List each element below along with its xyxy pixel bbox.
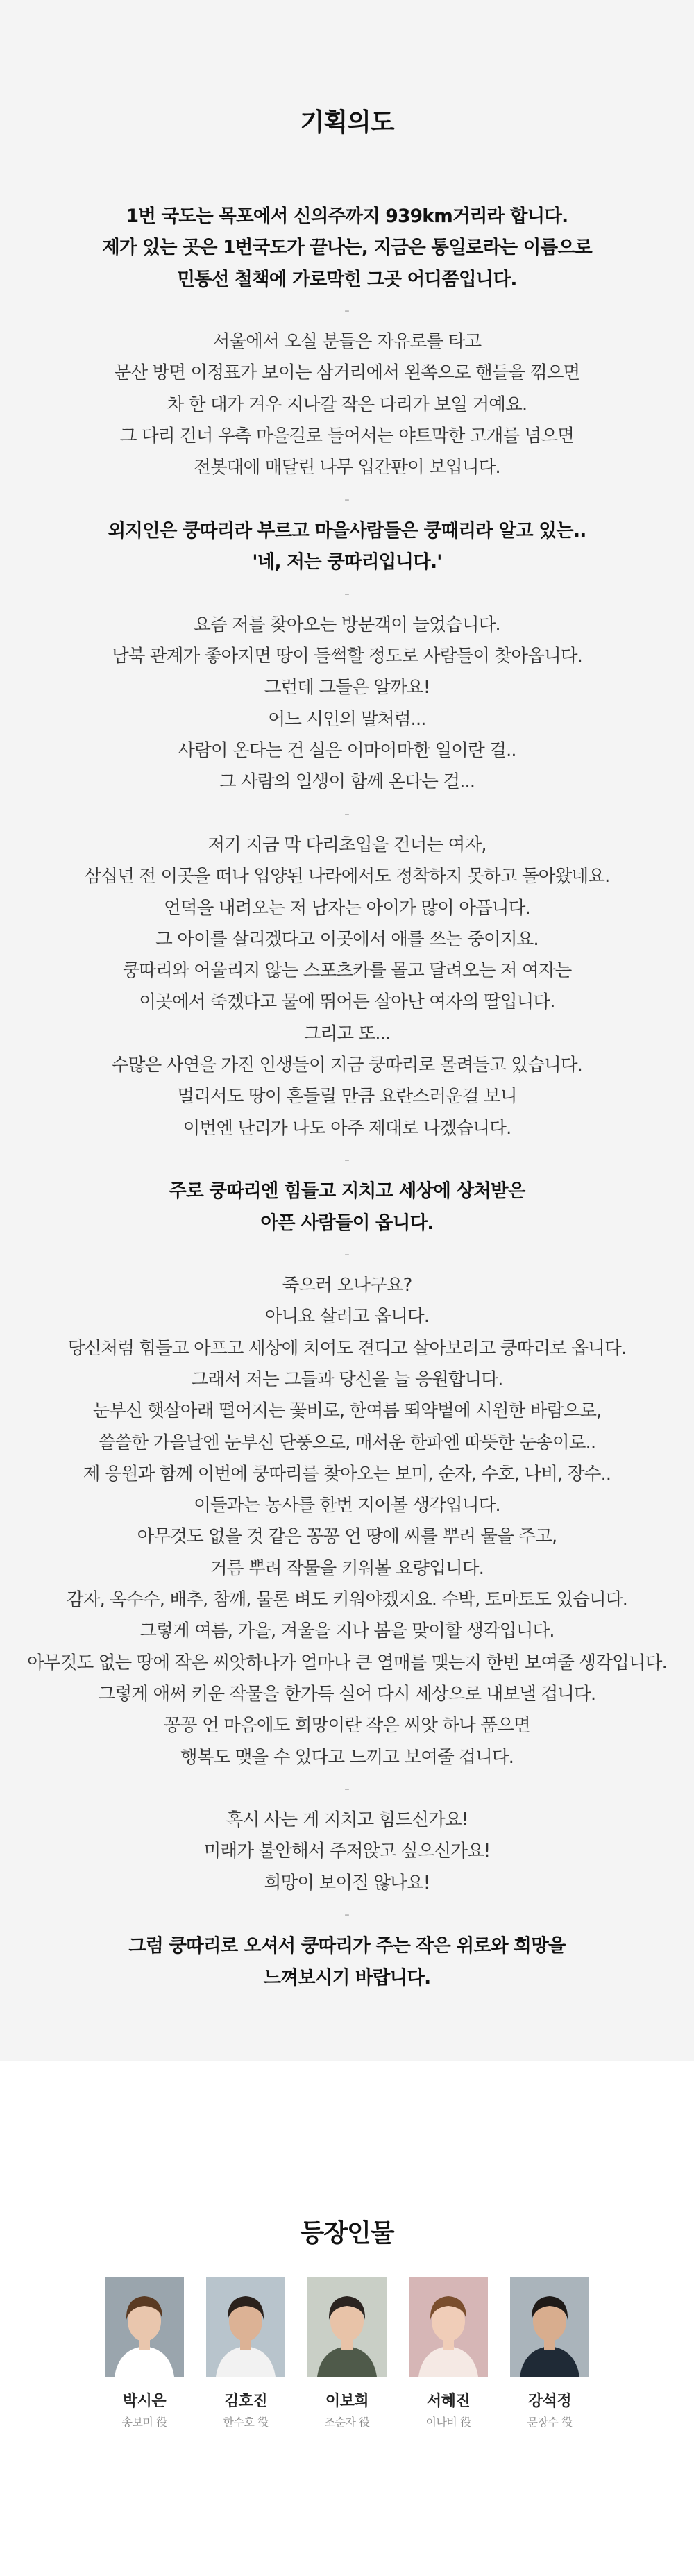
paragraph-line: 언덕을 내려오는 저 남자는 아이가 많이 아픕니다. — [164, 897, 530, 919]
paragraph-line: 혹시 사는 게 지치고 힘드신가요! — [226, 1809, 468, 1831]
planning-intent-body — [0, 201, 694, 1993]
paragraph-separator: - — [344, 1245, 350, 1263]
paragraph-line: 제 응원과 함께 이번에 쿵따리를 찾아오는 보미, 순자, 수호, 나비, 장수.. — [83, 1463, 611, 1484]
cast-member[interactable] — [409, 2277, 488, 2429]
paragraph-separator: - — [344, 1151, 350, 1169]
paragraph-line: 행복도 맺을 수 있다고 느끼고 보여줄 겁니다. — [180, 1746, 514, 1768]
paragraph-line: 저기 지금 막 다리초입을 건너는 여자, — [208, 834, 486, 855]
paragraph-line: 아니요 살려고 옵니다. — [264, 1306, 430, 1328]
paragraph-separator: - — [344, 1780, 350, 1798]
paragraph-separator: - — [344, 490, 350, 508]
paragraph-line: 1번 국도는 목포에서 신의주까지 939km거리라 합니다. — [126, 206, 568, 227]
paragraph-line: 그런데 그들은 알까요! — [264, 677, 430, 699]
paragraph-line: 멀리서도 땅이 흔들릴 만큼 요란스러운걸 보니 — [177, 1086, 517, 1107]
body-paragraph — [0, 1805, 694, 1899]
paragraph-line: 아무것도 없는 땅에 작은 씨앗하나가 얼마나 큰 열매를 맺는지 한번 보여줄 생각입니다. — [27, 1652, 667, 1673]
highlight-paragraph — [0, 1930, 694, 1993]
paragraph-line: 전봇대에 매달린 나무 입간판이 보입니다. — [194, 457, 500, 478]
paragraph-line: 꽁꽁 언 마음에도 희망이란 작은 씨앗 하나 품으면 — [164, 1715, 530, 1737]
paragraph-line: '네, 저는 쿵따리입니다.' — [252, 551, 442, 574]
paragraph-line: 문산 방면 이정표가 보이는 삼거리에서 왼쪽으로 핸들을 꺾으면 — [114, 362, 580, 384]
cast-section — [0, 2061, 694, 2576]
paragraph-separator: - — [344, 585, 350, 603]
paragraph-line: 그 아이를 살리겠다고 이곳에서 애를 쓰는 중이지요. — [155, 928, 539, 950]
paragraph-line: 이번엔 난리가 나도 아주 제대로 나겠습니다. — [183, 1117, 511, 1139]
paragraph-line: 그렇게 여름, 가을, 겨울을 지나 봄을 맞이할 생각입니다. — [139, 1621, 555, 1642]
paragraph-separator: - — [344, 301, 350, 319]
paragraph-line: 그 사람의 일생이 함께 온다는 걸... — [219, 771, 475, 793]
paragraph-line: 제가 있는 곳은 1번국도가 끝나는, 지금은 통일로라는 이름으로 — [102, 237, 592, 259]
paragraph-line: 민통선 철책에 가로막힌 그곳 어디쯤입니다. — [177, 268, 517, 290]
paragraph-line: 희망이 보이질 않나요! — [264, 1872, 430, 1893]
body-paragraph — [0, 830, 694, 1144]
paragraph-line: 아픈 사람들이 옵니다. — [260, 1212, 434, 1234]
paragraph-line: 외지인은 쿵따리라 부르고 마을사람들은 쿵때리라 알고 있는.. — [108, 519, 586, 542]
body-paragraph — [0, 610, 694, 798]
highlight-paragraph — [0, 515, 694, 578]
cast-photo — [307, 2277, 387, 2377]
paragraph-line: 주로 쿵따리엔 힘들고 지치고 세상에 상처받은 — [169, 1180, 525, 1203]
cast-photo — [409, 2277, 488, 2377]
paragraph-line: 감자, 옥수수, 배추, 참깨, 물론 벼도 키워야겠지요. 수박, 토마토도 있습니다. — [66, 1589, 628, 1611]
paragraph-line: 죽으러 오나구요? — [282, 1275, 412, 1296]
cast-role: 문장수 役 — [527, 2416, 573, 2429]
paragraph-line: 그래서 저는 그들과 당신을 늘 응원합니다. — [191, 1369, 503, 1390]
highlight-paragraph — [0, 201, 694, 295]
paragraph-line: 사람이 온다는 건 실은 어마어마한 일이란 걸.. — [178, 740, 516, 762]
paragraph-separator: - — [344, 1906, 350, 1924]
paragraph-line: 서울에서 오실 분들은 자유로를 타고 — [212, 331, 482, 353]
body-paragraph — [0, 1270, 694, 1773]
body-paragraph — [0, 326, 694, 483]
paragraph-line: 수많은 사연을 가진 인생들이 지금 쿵따리로 몰려들고 있습니다. — [111, 1055, 583, 1076]
paragraph-line: 차 한 대가 겨우 지나갈 작은 다리가 보일 거예요. — [167, 394, 527, 415]
cast-member[interactable] — [307, 2277, 387, 2429]
paragraph-line: 아무것도 없을 것 같은 꽁꽁 언 땅에 씨를 뿌려 물을 주고, — [137, 1526, 557, 1548]
cast-role: 한수호 役 — [223, 2416, 269, 2429]
cast-name: 박시은 — [122, 2393, 167, 2410]
cast-photo — [510, 2277, 589, 2377]
cast-member[interactable] — [510, 2277, 589, 2429]
paragraph-line: 쿵따리와 어울리지 않는 스포츠카를 몰고 달려오는 저 여자는 — [122, 960, 572, 982]
paragraph-line: 그 다리 건너 우측 마을길로 들어서는 야트막한 고개를 넘으면 — [119, 426, 575, 447]
cast-list — [0, 2277, 694, 2429]
cast-name: 강석정 — [527, 2393, 572, 2410]
paragraph-line: 거름 뿌려 작물을 키워볼 요량입니다. — [210, 1557, 484, 1579]
paragraph-line: 그렇게 애써 키운 작물을 한가득 실어 다시 세상으로 내보낼 겁니다. — [98, 1683, 596, 1705]
paragraph-line: 이들과는 농사를 한번 지어볼 생각입니다. — [194, 1495, 500, 1516]
paragraph-line: 그럼 쿵따리로 오셔서 쿵따리가 주는 작은 위로와 희망을 — [128, 1935, 566, 1957]
paragraph-line: 쓸쓸한 가을날엔 눈부신 단풍으로, 매서운 한파엔 따뜻한 눈송이로.. — [98, 1432, 596, 1453]
paragraph-line: 삼십년 전 이곳을 떠나 입양된 나라에서도 정착하지 못하고 돌아왔네요. — [84, 866, 610, 887]
cast-photo — [105, 2277, 184, 2377]
cast-name: 이보희 — [325, 2393, 369, 2410]
cast-photo — [206, 2277, 285, 2377]
cast-title: 등장인물 — [300, 2219, 394, 2248]
cast-member[interactable] — [206, 2277, 285, 2429]
planning-intent-title: 기획의도 — [300, 108, 394, 137]
cast-role: 송보미 役 — [121, 2416, 167, 2429]
paragraph-separator: - — [344, 805, 350, 823]
paragraph-line: 어느 시인의 말처럼... — [268, 708, 426, 730]
highlight-paragraph — [0, 1176, 694, 1239]
paragraph-line: 당신처럼 힘들고 아프고 세상에 치여도 견디고 살아보려고 쿵따리로 옵니다. — [67, 1337, 627, 1359]
paragraph-line: 느껴보시기 바랍니다. — [263, 1966, 431, 1989]
cast-role: 조순자 役 — [324, 2416, 370, 2429]
paragraph-line: 눈부신 햇살아래 떨어지는 꽃비로, 한여름 뙤약볕에 시원한 바람으로, — [92, 1400, 602, 1422]
cast-name: 김호진 — [223, 2393, 268, 2410]
cast-name: 서혜진 — [426, 2393, 471, 2410]
paragraph-line: 요즘 저를 찾아오는 방문객이 늘었습니다. — [194, 614, 500, 635]
cast-role: 이나비 役 — [425, 2416, 471, 2429]
paragraph-line: 미래가 불안해서 주저앉고 싶으신가요! — [203, 1841, 491, 1862]
paragraph-line: 이곳에서 죽겠다고 물에 뛰어든 살아난 여자의 딸입니다. — [139, 992, 555, 1013]
paragraph-line: 남북 관계가 좋아지면 땅이 들썩할 정도로 사람들이 찾아옵니다. — [111, 646, 583, 667]
paragraph-line: 그리고 또... — [303, 1023, 391, 1044]
cast-member[interactable] — [105, 2277, 184, 2429]
